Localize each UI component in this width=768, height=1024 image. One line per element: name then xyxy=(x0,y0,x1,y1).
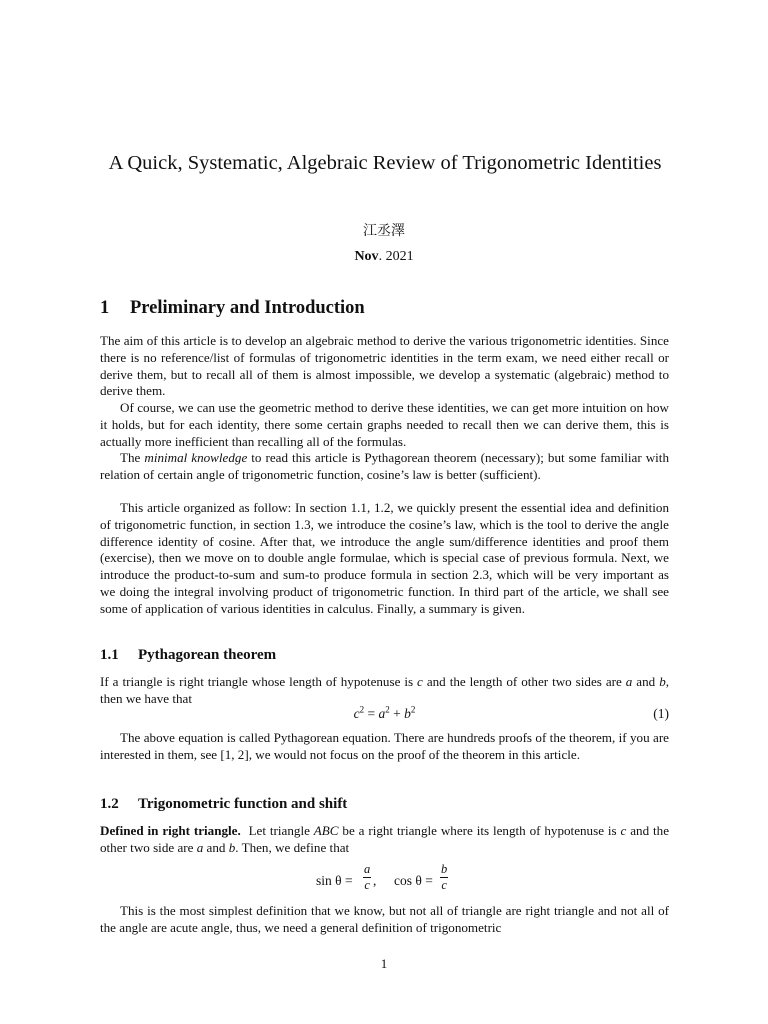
page-number: 1 xyxy=(380,956,388,971)
subsection-number: 1.1 xyxy=(100,647,119,663)
text-run: and xyxy=(203,839,229,855)
intro-paragraph-2: Of course, we can use the geometric method to derive these identities, we can get more intuition on how it holds, but for each identity, there some certain graphs needed to recall then we can derive them, this is actually more inefficient than recalling all of the formulas. xyxy=(100,400,669,449)
text-run: Let triangle xyxy=(248,823,314,838)
text-run: and the other two side are xyxy=(100,823,670,855)
cos-lhs: cos θ = xyxy=(394,873,433,888)
section-title: Preliminary and Introduction xyxy=(130,298,365,318)
run-in-heading: Defined in right triangle. xyxy=(100,823,241,838)
pythagorean-paragraph-1 xyxy=(100,674,669,708)
intro-paragraph-1: The aim of this article is to develop an algebraic method to derive the various trigonometric identities. Since there is no reference/list of formulas of trigonometric identities in the term exam, we need either recall or derive them, but to recall all of them is almost impossible, we develop a systematic (algebraic) method to derive them. xyxy=(100,333,669,399)
eq-operator: + xyxy=(389,706,405,721)
var-a: a xyxy=(196,839,204,855)
sin-fraction xyxy=(363,862,371,893)
eq-operator: = xyxy=(364,706,379,721)
emphasis-minimal-knowledge: minimal knowledge xyxy=(144,450,248,465)
definition-paragraph: This is the most simplest definition that we know, but not all of triangle are right triangle and not all of the angle are acute angle, thus, we need a general definition of trigonometric xyxy=(100,903,669,935)
paper-date xyxy=(0,249,768,265)
eq-exponent: 2 xyxy=(410,704,416,715)
fraction-numerator: b xyxy=(441,862,448,876)
var-abc: ABC xyxy=(313,823,339,838)
text-run: be a right triangle where its length of hypotenuse is xyxy=(338,823,621,838)
eq-exponent: 2 xyxy=(385,704,390,715)
date-rest: . 2021 xyxy=(378,249,414,264)
subsection-number: 1.2 xyxy=(100,796,119,812)
eq-var: b xyxy=(404,706,411,721)
subsection-1-2-heading xyxy=(100,796,347,813)
var-c: c xyxy=(417,674,423,689)
subsection-title: Pythagorean theorem xyxy=(138,647,277,663)
equation-label: (1) xyxy=(653,706,669,721)
section-number: 1 xyxy=(100,298,110,318)
eq-exponent: 2 xyxy=(359,704,365,715)
intro-paragraph-3 xyxy=(100,450,669,484)
section-1-heading xyxy=(100,298,365,319)
text-run: and the length of other two sides are xyxy=(422,674,626,689)
equation-body xyxy=(100,706,669,722)
subsection-title: Trigonometric function and shift xyxy=(138,796,348,812)
text-run: to read this article is Pythagorean theorem (necessary); but some familiar with relation of certain angle of trigonometric function, cosine’s law is better (sufficient). xyxy=(100,450,669,482)
text-run: If a triangle is right triangle whose length of hypotenuse is xyxy=(100,674,418,689)
comma: , xyxy=(373,873,377,888)
intro-paragraph-4: This article organized as follow: In section 1.1, 1.2, we quickly present the essential idea and definition of trigonometric function, in section 1.3, we introduce the cosine’s law, which is the tool to derive the angle difference identity of cosine. After that, we introduce the angle sum/difference identities and proof them (exercise), then we move on to double angle formulae, which is special case of previous formula. Next, we introduce the product-to-sum and sum-to produce formula in section 2.3, which will be very important as we doing the integral involving product of trigonometric function. In third part of the article, we shall see some of application of various identities in calculus. Finally, a summary is given. xyxy=(100,500,669,616)
eq-var: a xyxy=(378,706,386,721)
paper-title: A Quick, Systematic, Algebraic Review of Trigonometric Identities xyxy=(108,152,662,174)
var-a: a xyxy=(625,674,633,689)
date-month: Nov xyxy=(354,249,379,264)
eq-var: c xyxy=(353,706,360,721)
var-c: c xyxy=(620,823,627,838)
fraction-denominator: c xyxy=(441,878,447,892)
right-triangle-paragraph xyxy=(100,823,669,857)
equation-1 xyxy=(100,706,669,724)
cos-fraction xyxy=(440,862,448,893)
fraction-numerator: a xyxy=(364,862,371,876)
var-b: b xyxy=(659,674,666,689)
var-b: b xyxy=(228,839,236,855)
subsection-1-1-heading xyxy=(100,647,276,664)
text-run: and xyxy=(632,674,660,689)
author-name: 江丞澤 xyxy=(363,224,405,239)
fraction-denominator: c xyxy=(364,878,370,892)
text-run: , then we have that xyxy=(100,674,670,706)
text-run: The xyxy=(120,450,145,465)
sin-lhs: sin θ = xyxy=(316,873,353,888)
pythagorean-paragraph-2: The above equation is called Pythagorean equation. There are hundreds proofs of the theorem, if you are interested in them, see [1, 2], we would not focus on the proof of the theorem in this article. xyxy=(100,730,669,762)
text-run: . Then, we define that xyxy=(235,839,350,855)
